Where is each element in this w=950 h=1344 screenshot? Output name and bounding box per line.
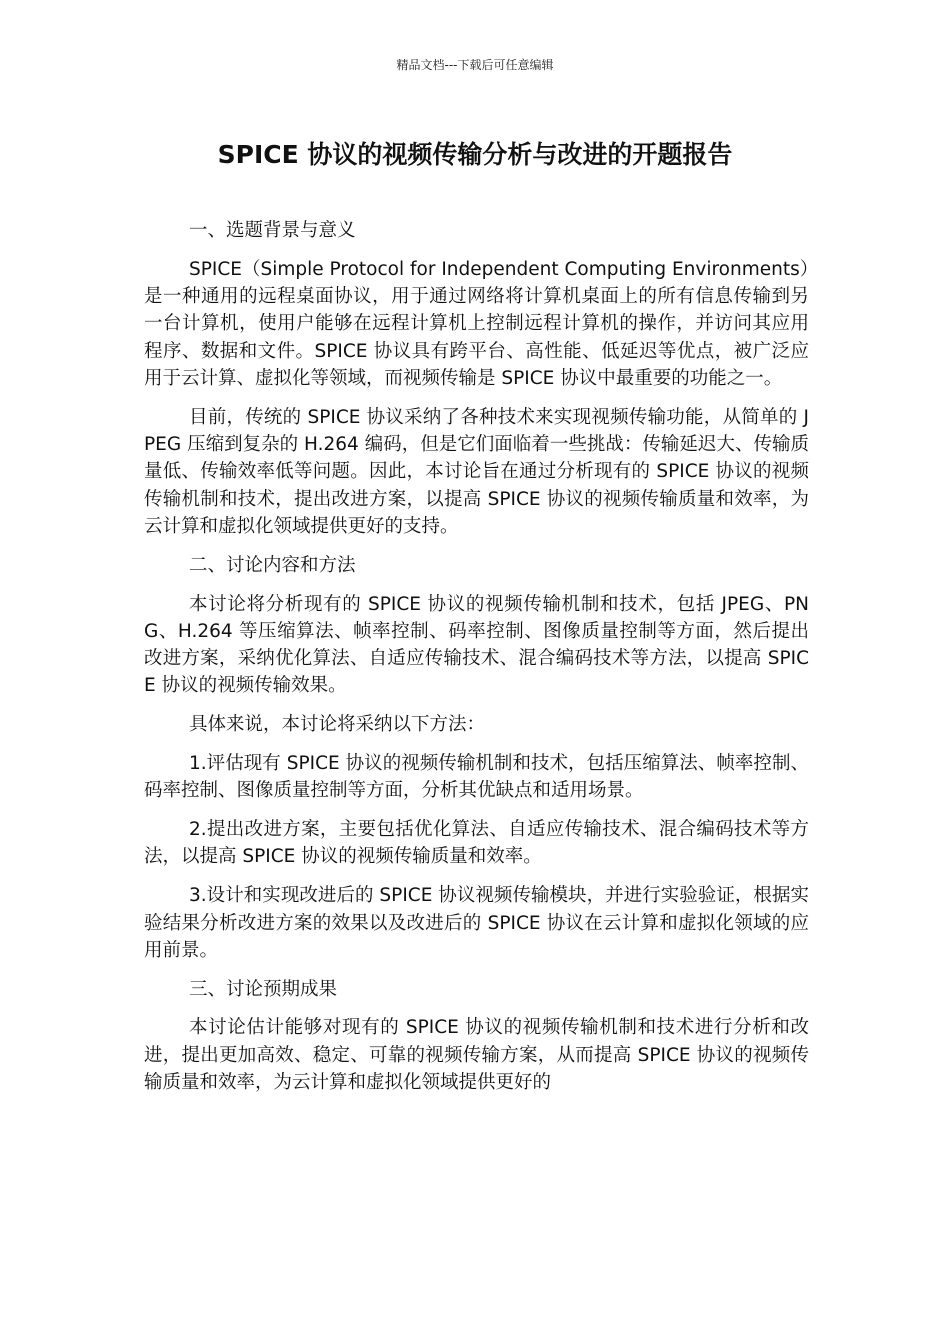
page-header: 精品文档---下载后可任意编辑	[396, 58, 554, 72]
document-body	[144, 217, 809, 1108]
section-heading-expected-results: 三、讨论预期成果	[189, 978, 338, 1000]
list-item-method-1: 1.评估现有 SPICE 协议的视频传输机制和技术，包括压缩算法、帧率控制、码率控制、图像质量控制等方面，分析其优缺点和适用场景。	[144, 753, 809, 802]
paragraph-current-challenges: 目前，传统的 SPICE 协议采纳了各种技术来实现视频传输功能，从简单的 JPEG 压缩到复杂的 H.264 编码，但是它们面临着一些挑战：传输延迟大、传输质量低、传输效率低等问题。因此，本讨论旨在通过分析现有的 SPICE 协议的视频传输机制和技术，提出改进方案，以提高 SPICE 协议的视频传输质量和效率，为云计算和虚拟化领域提供更好的支持。	[144, 406, 809, 537]
paragraph-research-content: 本讨论将分析现有的 SPICE 协议的视频传输机制和技术，包括 JPEG、PNG、H.264 等压缩算法、帧率控制、码率控制、图像质量控制等方面，然后提出改进方案，采纳优化算法、自适应传输技术、混合编码技术等方法，以提高 SPICE 协议的视频传输效果。	[144, 593, 809, 697]
list-item-method-3: 3.设计和实现改进后的 SPICE 协议视频传输模块，并进行实验验证，根据实验结果分析改进方案的效果以及改进后的 SPICE 协议在云计算和虚拟化领域的应用前景。	[144, 885, 809, 961]
section-heading-background: 一、选题背景与意义	[189, 220, 356, 241]
section-heading-content-method: 二、讨论内容和方法	[189, 554, 356, 576]
paragraph-expected-results: 本讨论估计能够对现有的 SPICE 协议的视频传输机制和技术进行分析和改进，提出更加高效、稳定、可靠的视频传输方案，从而提高 SPICE 协议的视频传输质量和效率，为云计算和虚拟化领域提供更好的	[144, 1017, 809, 1094]
paragraph-spice-intro: SPICE（Simple Protocol for Independent Computing Environments）是一种通用的远程桌面协议，用于通过网络将计算机桌面上的所有信息传输到另一台计算机，使用户能够在远程计算机上控制远程计算机的操作，并访问其应用程序、数据和文件。SPICE 协议具有跨平台、高性能、低延迟等优点，被广泛应用于云计算、虚拟化等领域，而视频传输是 SPICE 协议中最重要的功能之一。	[144, 258, 809, 389]
list-item-method-2: 2.提出改进方案，主要包括优化算法、自适应传输技术、混合编码技术等方法，以提高 SPICE 协议的视频传输质量和效率。	[144, 819, 809, 868]
paragraph-methods-intro: 具体来说，本讨论将采纳以下方法：	[189, 714, 486, 736]
document-title: SPICE 协议的视频传输分析与改进的开题报告	[217, 140, 733, 169]
